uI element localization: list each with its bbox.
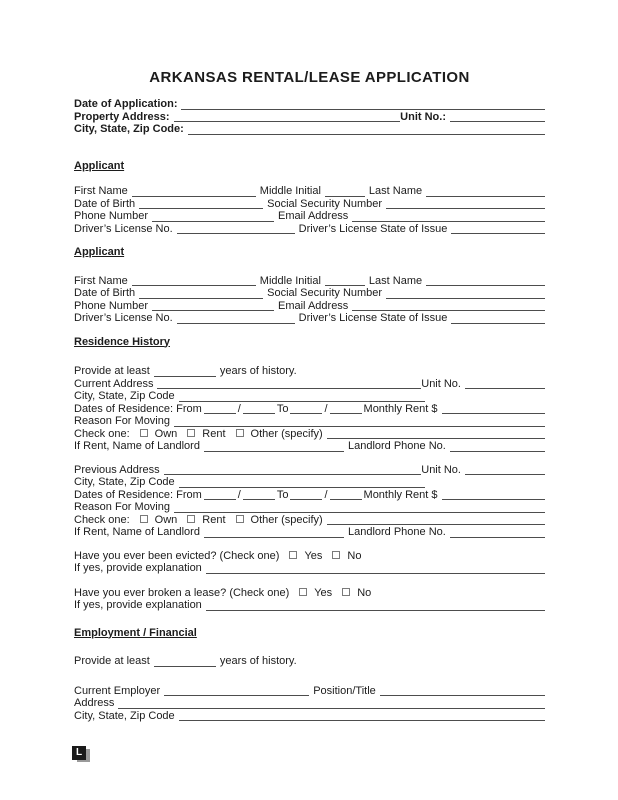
- own-checkbox[interactable]: [140, 515, 148, 523]
- lease-no-checkbox[interactable]: [342, 588, 350, 596]
- to-label: To: [276, 402, 289, 415]
- dob-label: Date of Birth: [74, 287, 136, 299]
- to-year-line[interactable]: [330, 403, 362, 415]
- city-state-zip-label: City, State, Zip Code: [74, 476, 175, 488]
- employer-city-row: [74, 710, 545, 723]
- dl-no-label: Driver’s License No.: [74, 312, 173, 324]
- date-slash: /: [324, 488, 328, 501]
- landlord-name-label: If Rent, Name of Landlord: [74, 440, 200, 452]
- form-content: [74, 0, 545, 722]
- employer-address-label: Address: [74, 697, 115, 709]
- dob-label: Date of Birth: [74, 197, 136, 210]
- other-specify-line[interactable]: [327, 428, 545, 440]
- position-title-line[interactable]: [380, 685, 545, 697]
- evicted-question-label: Have you ever been evicted? (Check one): [74, 549, 280, 562]
- ssn-label: Social Security Number: [267, 287, 383, 299]
- middle-initial-line[interactable]: [325, 275, 365, 287]
- applicant-1-fields: [74, 185, 545, 235]
- unit-no-line[interactable]: [465, 464, 545, 476]
- to-label: To: [276, 488, 289, 501]
- years-of-history-label: years of history.: [219, 655, 297, 667]
- to-month-line[interactable]: [290, 489, 322, 501]
- last-name-line[interactable]: [426, 185, 545, 197]
- last-name-label: Last Name: [368, 274, 423, 287]
- evicted-explanation-line[interactable]: [206, 562, 545, 574]
- phone-line[interactable]: [152, 300, 274, 312]
- applicant-2-fields: [74, 275, 545, 325]
- applicant-2-heading: Applicant: [74, 246, 125, 258]
- dob-line[interactable]: [139, 287, 263, 299]
- property-address-line[interactable]: [174, 111, 401, 123]
- check-one-label: Check one:: [74, 427, 130, 440]
- to-year-line[interactable]: [330, 489, 362, 501]
- top-fields-group: [74, 98, 545, 136]
- ssn-line[interactable]: [386, 287, 545, 299]
- middle-initial-label: Middle Initial: [259, 274, 321, 287]
- ssn-label: Social Security Number: [267, 197, 383, 210]
- current-employer-line[interactable]: [164, 685, 309, 697]
- residence-current-block: [74, 365, 545, 453]
- monthly-rent-line[interactable]: [442, 489, 545, 501]
- rent-label: Rent: [202, 427, 226, 440]
- other-specify-label: Other (specify): [250, 427, 323, 440]
- other-specify-label: Other (specify): [250, 513, 323, 526]
- city-state-zip-row: [74, 123, 545, 136]
- landlord-phone-label: Landlord Phone No.: [347, 440, 446, 452]
- check-one-label: Check one:: [74, 513, 130, 526]
- date-slash: /: [237, 488, 241, 501]
- evicted-question-group: [74, 550, 545, 575]
- city-state-zip-row: [74, 476, 545, 489]
- broken-lease-question-row: [74, 587, 545, 600]
- first-name-label: First Name: [74, 185, 128, 197]
- date-of-application-line[interactable]: [181, 98, 545, 110]
- name-row: [74, 185, 545, 198]
- current-employer-label: Current Employer: [74, 684, 161, 697]
- landlord-row: [74, 440, 545, 453]
- years-of-history-label: years of history.: [219, 365, 297, 377]
- monthly-rent-label: Monthly Rent $: [363, 402, 438, 415]
- dl-no-line[interactable]: [177, 312, 295, 324]
- provide-at-least-label: Provide at least: [74, 365, 150, 377]
- unit-no-line[interactable]: [465, 378, 545, 390]
- own-label: Own: [154, 513, 178, 526]
- phone-line[interactable]: [152, 210, 274, 222]
- current-address-row: [74, 378, 545, 391]
- current-employer-row: [74, 685, 545, 698]
- dob-ssn-row: [74, 198, 545, 211]
- last-name-label: Last Name: [368, 185, 423, 197]
- phone-label: Phone Number: [74, 299, 148, 312]
- unit-no-label: Unit No.:: [400, 110, 446, 123]
- other-checkbox[interactable]: [236, 515, 244, 523]
- residence-previous-block: [74, 464, 545, 539]
- employer-address-row: [74, 697, 545, 710]
- employment-years-row: [74, 655, 545, 668]
- broken-lease-explanation-line[interactable]: [206, 599, 545, 611]
- monthly-rent-line[interactable]: [442, 403, 545, 415]
- previous-address-row: [74, 464, 545, 477]
- rent-checkbox[interactable]: [187, 429, 195, 437]
- city-state-zip-line[interactable]: [179, 390, 425, 402]
- date-slash: /: [237, 402, 241, 415]
- legaltemplates-logo-icon: [72, 744, 92, 764]
- from-year-line[interactable]: [243, 489, 275, 501]
- unit-no-line[interactable]: [450, 111, 545, 123]
- employer-address-line[interactable]: [118, 697, 545, 709]
- city-state-zip-line[interactable]: [188, 123, 545, 135]
- from-month-line[interactable]: [204, 489, 236, 501]
- dl-state-line[interactable]: [451, 312, 545, 324]
- unit-no-label: Unit No.: [421, 377, 461, 390]
- reason-for-moving-label: Reason For Moving: [74, 415, 170, 427]
- current-address-label: Current Address: [74, 377, 154, 390]
- date-of-application-label: Date of Application:: [74, 98, 178, 110]
- first-name-line[interactable]: [132, 275, 256, 287]
- from-month-line[interactable]: [204, 403, 236, 415]
- previous-address-label: Previous Address: [74, 463, 160, 476]
- yes-label: Yes: [314, 586, 333, 599]
- city-state-zip-label: City, State, Zip Code:: [74, 123, 184, 135]
- reason-for-moving-row: [74, 501, 545, 514]
- dl-no-label: Driver’s License No.: [74, 222, 173, 235]
- last-name-line[interactable]: [426, 275, 545, 287]
- evicted-yes-checkbox[interactable]: [289, 551, 297, 559]
- own-label: Own: [154, 427, 178, 440]
- middle-initial-label: Middle Initial: [259, 185, 321, 197]
- rent-checkbox[interactable]: [187, 515, 195, 523]
- city-state-zip-label: City, State, Zip Code: [74, 390, 175, 402]
- dl-no-line[interactable]: [177, 223, 295, 235]
- dates-from-label: Dates of Residence: From: [74, 402, 202, 415]
- drivers-license-row: [74, 223, 545, 236]
- property-address-label: Property Address:: [74, 110, 170, 123]
- middle-initial-line[interactable]: [325, 185, 365, 197]
- from-year-line[interactable]: [243, 403, 275, 415]
- page-title: ARKANSAS RENTAL/LEASE APPLICATION: [149, 69, 470, 86]
- other-checkbox[interactable]: [236, 429, 244, 437]
- email-line[interactable]: [352, 300, 545, 312]
- broken-lease-question-label: Have you ever broken a lease? (Check one): [74, 586, 290, 599]
- unit-no-label: Unit No.: [421, 463, 461, 476]
- date-of-application-row: [74, 98, 545, 111]
- reason-for-moving-line[interactable]: [174, 415, 545, 427]
- monthly-rent-label: Monthly Rent $: [363, 488, 438, 501]
- name-row: [74, 275, 545, 288]
- date-slash: /: [324, 402, 328, 415]
- landlord-phone-line[interactable]: [450, 526, 545, 538]
- evicted-no-checkbox[interactable]: [332, 551, 340, 559]
- landlord-row: [74, 526, 545, 539]
- ssn-line[interactable]: [386, 198, 545, 210]
- drivers-license-row: [74, 312, 545, 325]
- landlord-name-line[interactable]: [204, 526, 344, 538]
- phone-email-row: [74, 210, 545, 223]
- dates-of-residence-row: [74, 489, 545, 502]
- landlord-phone-line[interactable]: [450, 440, 545, 452]
- dl-state-label: Driver’s License State of Issue: [298, 312, 448, 324]
- explanation-label: If yes, provide explanation: [74, 562, 202, 574]
- lease-yes-checkbox[interactable]: [299, 588, 307, 596]
- years-of-history-row: [74, 365, 545, 378]
- to-month-line[interactable]: [290, 403, 322, 415]
- years-line[interactable]: [154, 655, 216, 667]
- reason-for-moving-label: Reason For Moving: [74, 501, 170, 513]
- landlord-name-line[interactable]: [204, 440, 344, 452]
- check-one-row: [74, 428, 545, 441]
- dob-line[interactable]: [139, 198, 263, 210]
- email-label: Email Address: [278, 299, 349, 312]
- check-one-row: [74, 514, 545, 527]
- reason-for-moving-line[interactable]: [174, 501, 545, 513]
- employer-city-label: City, State, Zip Code: [74, 709, 175, 722]
- email-label: Email Address: [278, 210, 349, 222]
- reason-for-moving-row: [74, 415, 545, 428]
- dates-from-label: Dates of Residence: From: [74, 488, 202, 501]
- applicant-1-heading: Applicant: [74, 159, 125, 172]
- phone-label: Phone Number: [74, 210, 148, 222]
- email-line[interactable]: [352, 210, 545, 222]
- property-address-row: [74, 111, 545, 124]
- landlord-phone-label: Landlord Phone No.: [347, 526, 446, 538]
- explanation-label: If yes, provide explanation: [74, 599, 202, 611]
- city-state-zip-row: [74, 390, 545, 403]
- provide-at-least-label: Provide at least: [74, 655, 150, 667]
- no-label: No: [357, 586, 372, 599]
- rent-label: Rent: [202, 513, 226, 526]
- position-title-label: Position/Title: [313, 684, 376, 697]
- dl-state-label: Driver’s License State of Issue: [298, 222, 448, 235]
- landlord-name-label: If Rent, Name of Landlord: [74, 526, 200, 538]
- previous-address-line[interactable]: [164, 464, 422, 476]
- broken-lease-explanation-row: [74, 599, 545, 612]
- current-address-line[interactable]: [157, 378, 421, 390]
- employment-financial-heading: Employment / Financial: [74, 626, 197, 639]
- dates-of-residence-row: [74, 403, 545, 416]
- first-name-line[interactable]: [132, 185, 256, 197]
- employer-city-line[interactable]: [179, 710, 545, 722]
- broken-lease-question-group: [74, 587, 545, 612]
- yes-label: Yes: [304, 549, 323, 562]
- evicted-question-row: [74, 550, 545, 563]
- other-specify-line[interactable]: [327, 514, 545, 526]
- logo-letter: L: [72, 746, 86, 760]
- residence-history-heading: Residence History: [74, 335, 170, 348]
- evicted-explanation-row: [74, 562, 545, 575]
- dob-ssn-row: [74, 287, 545, 300]
- dl-state-line[interactable]: [451, 223, 545, 235]
- first-name-label: First Name: [74, 274, 128, 287]
- no-label: No: [347, 549, 362, 562]
- years-line[interactable]: [154, 365, 216, 377]
- own-checkbox[interactable]: [140, 429, 148, 437]
- employer-group: [74, 685, 545, 723]
- phone-email-row: [74, 300, 545, 313]
- city-state-zip-line[interactable]: [179, 476, 425, 488]
